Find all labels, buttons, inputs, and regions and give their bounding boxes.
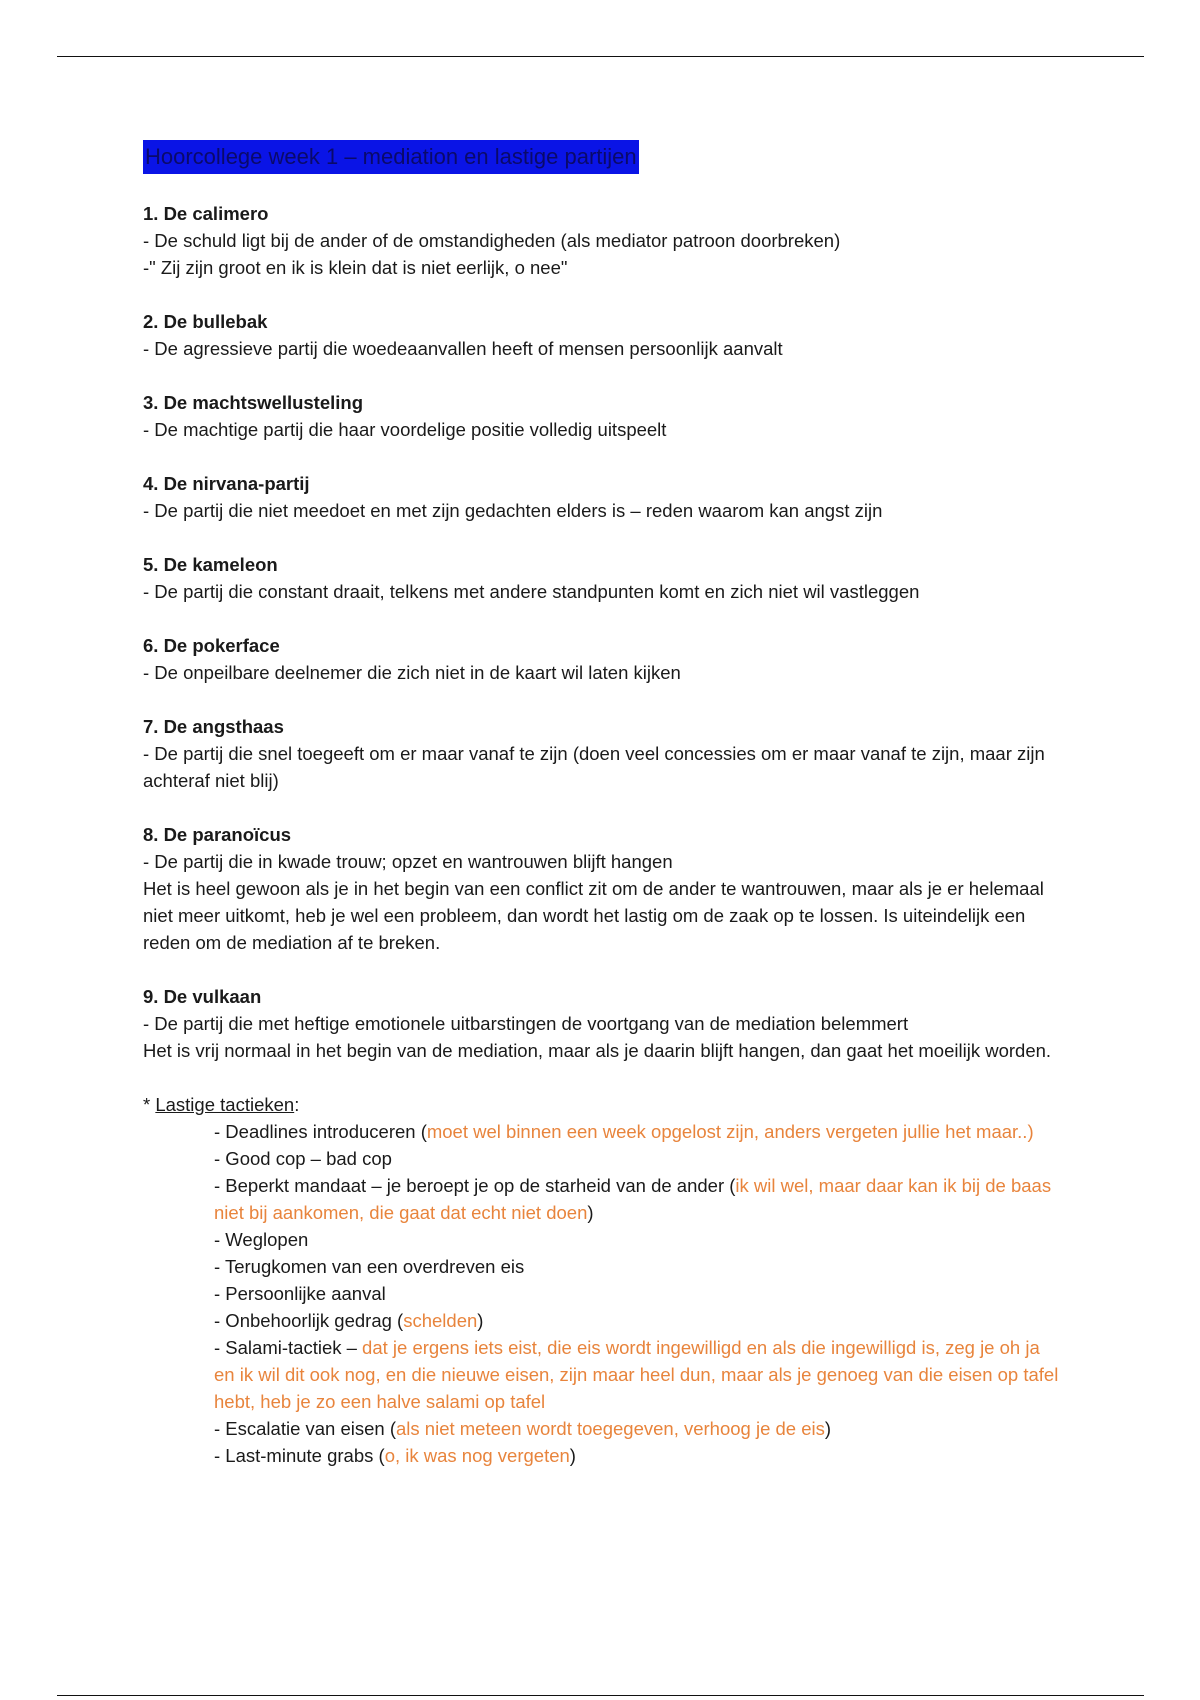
section-line: - De partij die snel toegeeft om er maar vanaf te zijn (doen veel concessies om er maar vanaf te zijn, maar zijn achteraf niet blij) bbox=[143, 743, 1045, 791]
section-heading: 6. De pokerface bbox=[143, 635, 280, 656]
section-line: Het is vrij normaal in het begin van de mediation, maar als je daarin blijft hangen, dan gaat het moeilijk worden. bbox=[143, 1040, 1052, 1061]
section-heading: 2. De bullebak bbox=[143, 311, 268, 332]
tactic-note: ik wil wel, maar daar kan ik bij de baas niet bij aankomen, die gaat dat echt niet doen bbox=[214, 1175, 1052, 1223]
header-rule bbox=[57, 56, 1144, 57]
section-line: - De partij die niet meedoet en met zijn gedachten elders is – reden waarom kan angst zijn bbox=[143, 500, 883, 521]
party-section bbox=[143, 821, 1063, 956]
tactic-item bbox=[214, 1334, 1063, 1415]
tactic-close: ) bbox=[587, 1202, 594, 1223]
party-section bbox=[143, 389, 1063, 443]
tactic-item bbox=[214, 1172, 1063, 1226]
section-line: Het is heel gewoon als je in het begin van een conflict zit om de ander te wantrouwen, maar als je er helemaal niet meer uitkomt, heb je wel een probleem, dan wordt het lastig om de zaak op te lossen. Is uiteindelijk een reden om de mediation af te breken. bbox=[143, 878, 1044, 953]
tactic-close: ) bbox=[477, 1310, 484, 1331]
tactic-item bbox=[214, 1118, 1063, 1145]
tactics-list bbox=[143, 1118, 1063, 1469]
party-section bbox=[143, 470, 1063, 524]
tactic-item bbox=[214, 1253, 1063, 1280]
section-heading: 1. De calimero bbox=[143, 203, 269, 224]
party-section bbox=[143, 983, 1063, 1064]
tactic-text: - Good cop – bad cop bbox=[214, 1148, 392, 1169]
section-heading: 8. De paranoïcus bbox=[143, 824, 292, 845]
footer-rule bbox=[57, 1695, 1144, 1696]
tactics-label: Lastige tactieken bbox=[155, 1094, 295, 1115]
tactic-text: - Beperkt mandaat – je beroept je op de starheid van de ander ( bbox=[214, 1175, 736, 1196]
tactic-text: - Last-minute grabs ( bbox=[214, 1445, 385, 1466]
tactic-item bbox=[214, 1280, 1063, 1307]
section-line: - De onpeilbare deelnemer die zich niet in de kaart wil laten kijken bbox=[143, 662, 681, 683]
document-body bbox=[143, 140, 1063, 1469]
tactic-text: - Salami-tactiek – bbox=[214, 1337, 363, 1358]
tactic-close: ) bbox=[824, 1418, 832, 1439]
section-line: - De partij die constant draait, telkens met andere standpunten komt en zich niet wil vastleggen bbox=[143, 581, 920, 602]
tactic-item bbox=[214, 1145, 1063, 1172]
tactic-text: - Terugkomen van een overdreven eis bbox=[214, 1256, 525, 1277]
tactic-note: schelden bbox=[403, 1310, 478, 1331]
tactics-block bbox=[143, 1091, 1063, 1469]
section-heading: 3. De machtswellusteling bbox=[143, 392, 364, 413]
section-line: - De machtige partij die haar voordelige positie volledig uitspeelt bbox=[143, 419, 667, 440]
party-section bbox=[143, 308, 1063, 362]
tactic-note: als niet meteen wordt toegegeven, verhoog je de eis bbox=[396, 1418, 825, 1439]
section-heading: 5. De kameleon bbox=[143, 554, 278, 575]
page-title: Hoorcollege week 1 – mediation en lastige partijen bbox=[143, 140, 639, 174]
party-sections bbox=[143, 200, 1063, 1064]
tactic-text: - Persoonlijke aanval bbox=[214, 1283, 386, 1304]
party-section bbox=[143, 200, 1063, 281]
section-line: - De schuld ligt bij de ander of de omstandigheden (als mediator patroon doorbreken) bbox=[143, 230, 841, 251]
section-line: - De agressieve partij die woedeaanvallen heeft of mensen persoonlijk aanvalt bbox=[143, 338, 783, 359]
party-section bbox=[143, 551, 1063, 605]
tactic-text: - Escalatie van eisen ( bbox=[214, 1418, 397, 1439]
party-section bbox=[143, 713, 1063, 794]
tactic-note: moet wel binnen een week opgelost zijn, anders vergeten jullie het maar..) bbox=[426, 1121, 1034, 1142]
section-line: -" Zij zijn groot en ik is klein dat is niet eerlijk, o nee" bbox=[143, 257, 568, 278]
tactic-text: - Weglopen bbox=[214, 1229, 309, 1250]
tactic-text: - Onbehoorlijk gedrag ( bbox=[214, 1310, 404, 1331]
tactic-item bbox=[214, 1442, 1063, 1469]
tactic-item bbox=[214, 1415, 1063, 1442]
section-line: - De partij die in kwade trouw; opzet en wantrouwen blijft hangen bbox=[143, 851, 673, 872]
section-line: - De partij die met heftige emotionele uitbarstingen de voortgang van de mediation belemmert bbox=[143, 1013, 909, 1034]
tactics-bullet: * bbox=[143, 1094, 156, 1115]
party-section bbox=[143, 632, 1063, 686]
tactic-item bbox=[214, 1307, 1063, 1334]
tactics-colon: : bbox=[294, 1094, 300, 1115]
tactic-note: dat je ergens iets eist, die eis wordt ingewilligd en als die ingewilligd is, zeg je oh ja en ik wil dit ook nog, en die nieuwe eisen, zijn maar heel dun, maar als je genoeg van die eisen op tafel hebt, heb je zo een halve salami op tafel bbox=[214, 1337, 1059, 1412]
tactic-text: - Deadlines introduceren ( bbox=[214, 1121, 427, 1142]
tactic-item bbox=[214, 1226, 1063, 1253]
tactic-note: o, ik was nog vergeten bbox=[384, 1445, 570, 1466]
section-heading: 4. De nirvana-partij bbox=[143, 473, 310, 494]
tactic-close: ) bbox=[569, 1445, 576, 1466]
section-heading: 9. De vulkaan bbox=[143, 986, 262, 1007]
section-heading: 7. De angsthaas bbox=[143, 716, 284, 737]
tactics-heading bbox=[143, 1091, 1063, 1118]
